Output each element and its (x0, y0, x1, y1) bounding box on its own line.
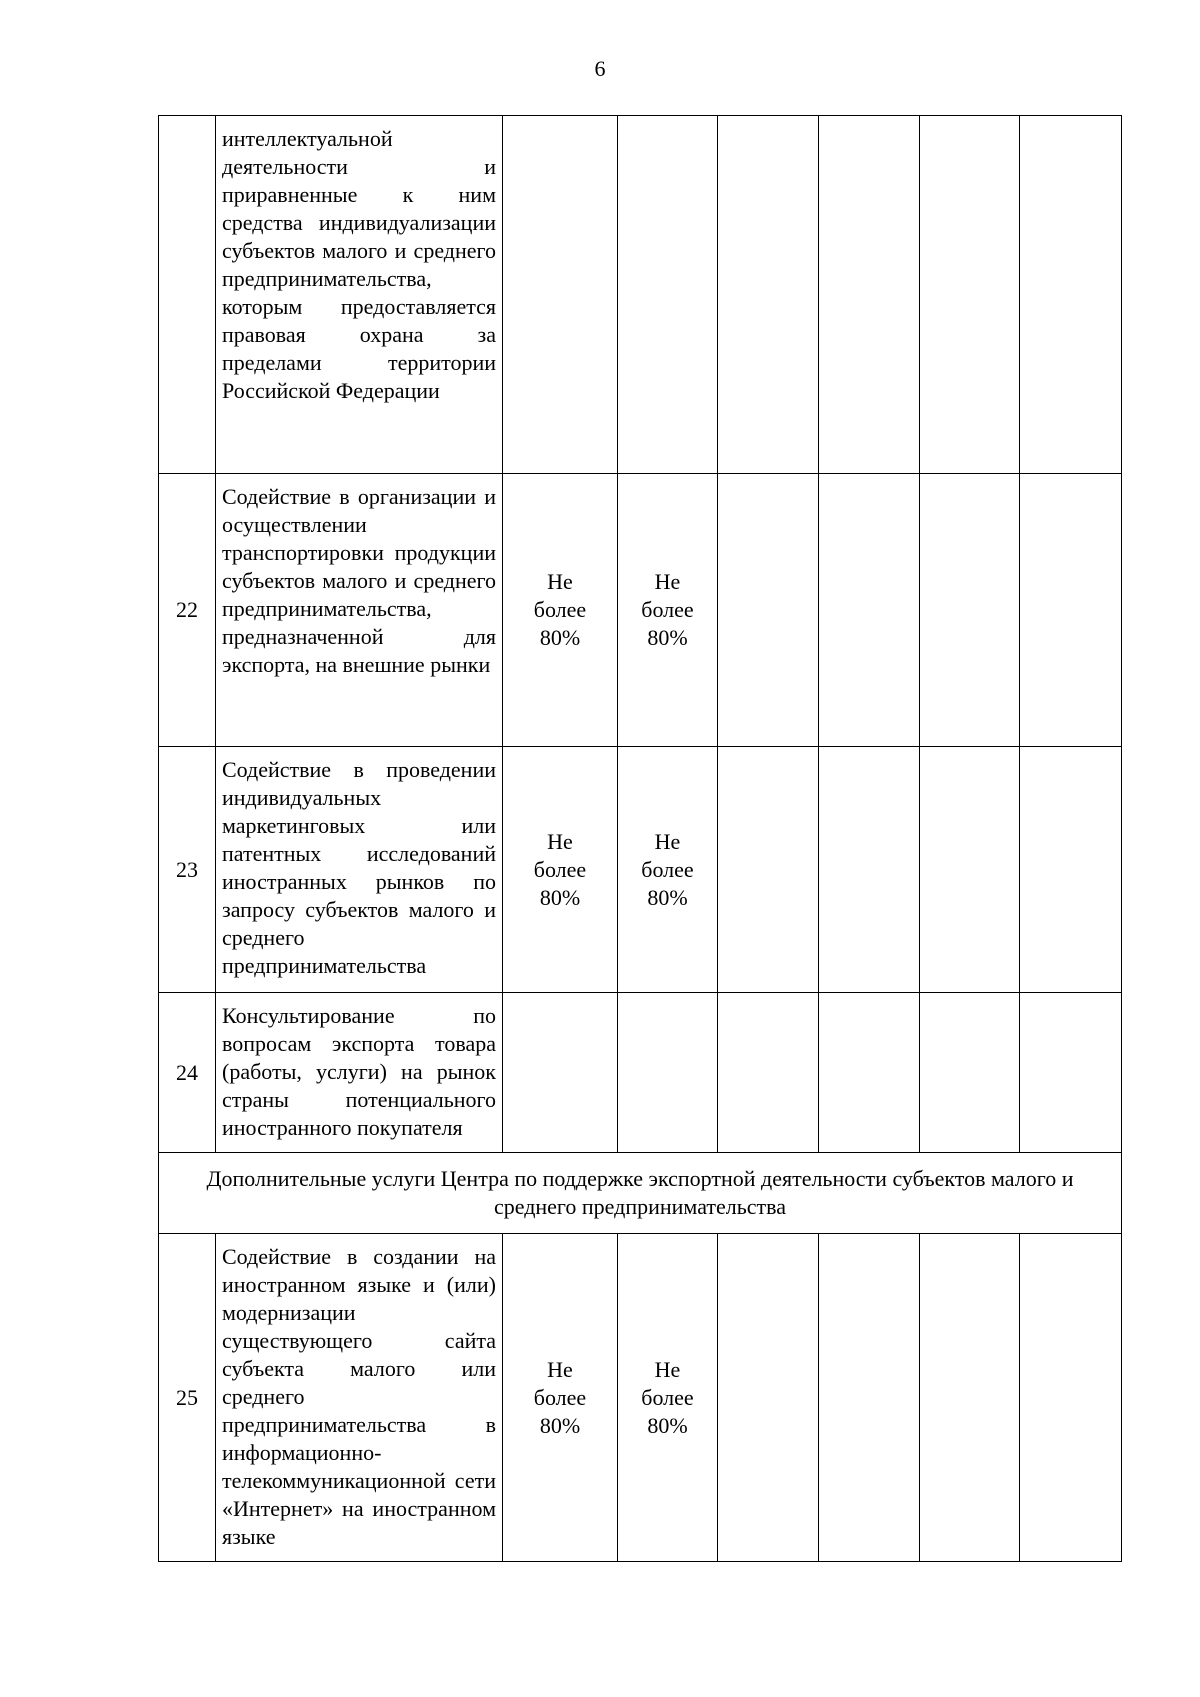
service-description-cell: Консультирование по вопросам экспорта товара (работы, услуги) на рынок страны потенциального иностранного покупателя (216, 993, 503, 1153)
empty-cell (920, 116, 1020, 474)
service-description-cell: Содействие в создании на иностранном языке и (или) модернизации существующего сайта субъекта малого или среднего предпринимательства в информационно-телекоммуникационной сети «Интернет» на иностранном языке (216, 1234, 503, 1562)
value-cell-2 (618, 116, 718, 474)
value-cell-2: Не более 80% (618, 747, 718, 993)
empty-cell (819, 474, 920, 747)
empty-cell (1020, 116, 1122, 474)
service-description-cell: интеллектуальной деятельности и приравненные к ним средства индивидуализации субъектов малого и среднего предпринимательства, которым предоставляется правовая охрана за пределами территории Российской Федерации (216, 116, 503, 474)
empty-cell (920, 1234, 1020, 1562)
services-table (158, 115, 1122, 1562)
value-cell-1: Не более 80% (503, 1234, 618, 1562)
empty-cell (920, 747, 1020, 993)
value-cell-1 (503, 116, 618, 474)
service-description-cell: Содействие в организации и осуществлении транспортировки продукции субъектов малого и среднего предпринимательства, предназначенной для экспорта, на внешние рынки (216, 474, 503, 747)
value-cell-2 (618, 993, 718, 1153)
empty-cell (819, 1234, 920, 1562)
empty-cell (920, 993, 1020, 1153)
section-header: Дополнительные услуги Центра по поддержке экспортной деятельности субъектов малого и среднего предпринимательства (159, 1153, 1122, 1234)
empty-cell (819, 116, 920, 474)
table-row (159, 474, 1122, 747)
table-row (159, 993, 1122, 1153)
empty-cell (718, 993, 819, 1153)
empty-cell (1020, 1234, 1122, 1562)
value-cell-2: Не более 80% (618, 1234, 718, 1562)
row-number-cell: 25 (159, 1234, 216, 1562)
empty-cell (718, 1234, 819, 1562)
table-row (159, 747, 1122, 993)
service-description-cell: Содействие в проведении индивидуальных маркетинговых или патентных исследований иностранных рынков по запросу субъектов малого и среднего предпринимательства (216, 747, 503, 993)
empty-cell (718, 116, 819, 474)
table-row (159, 1234, 1122, 1562)
page-number: 6 (594, 56, 606, 81)
section-header-row (159, 1153, 1122, 1234)
empty-cell (1020, 474, 1122, 747)
row-number-cell (159, 116, 216, 474)
row-number-cell: 22 (159, 474, 216, 747)
value-cell-1 (503, 993, 618, 1153)
value-cell-2: Не более 80% (618, 474, 718, 747)
empty-cell (1020, 747, 1122, 993)
empty-cell (718, 747, 819, 993)
empty-cell (920, 474, 1020, 747)
value-cell-1: Не более 80% (503, 747, 618, 993)
empty-cell (819, 993, 920, 1153)
empty-cell (819, 747, 920, 993)
empty-cell (1020, 993, 1122, 1153)
row-number-cell: 23 (159, 747, 216, 993)
value-cell-1: Не более 80% (503, 474, 618, 747)
row-number-cell: 24 (159, 993, 216, 1153)
empty-cell (718, 474, 819, 747)
table-row (159, 116, 1122, 474)
